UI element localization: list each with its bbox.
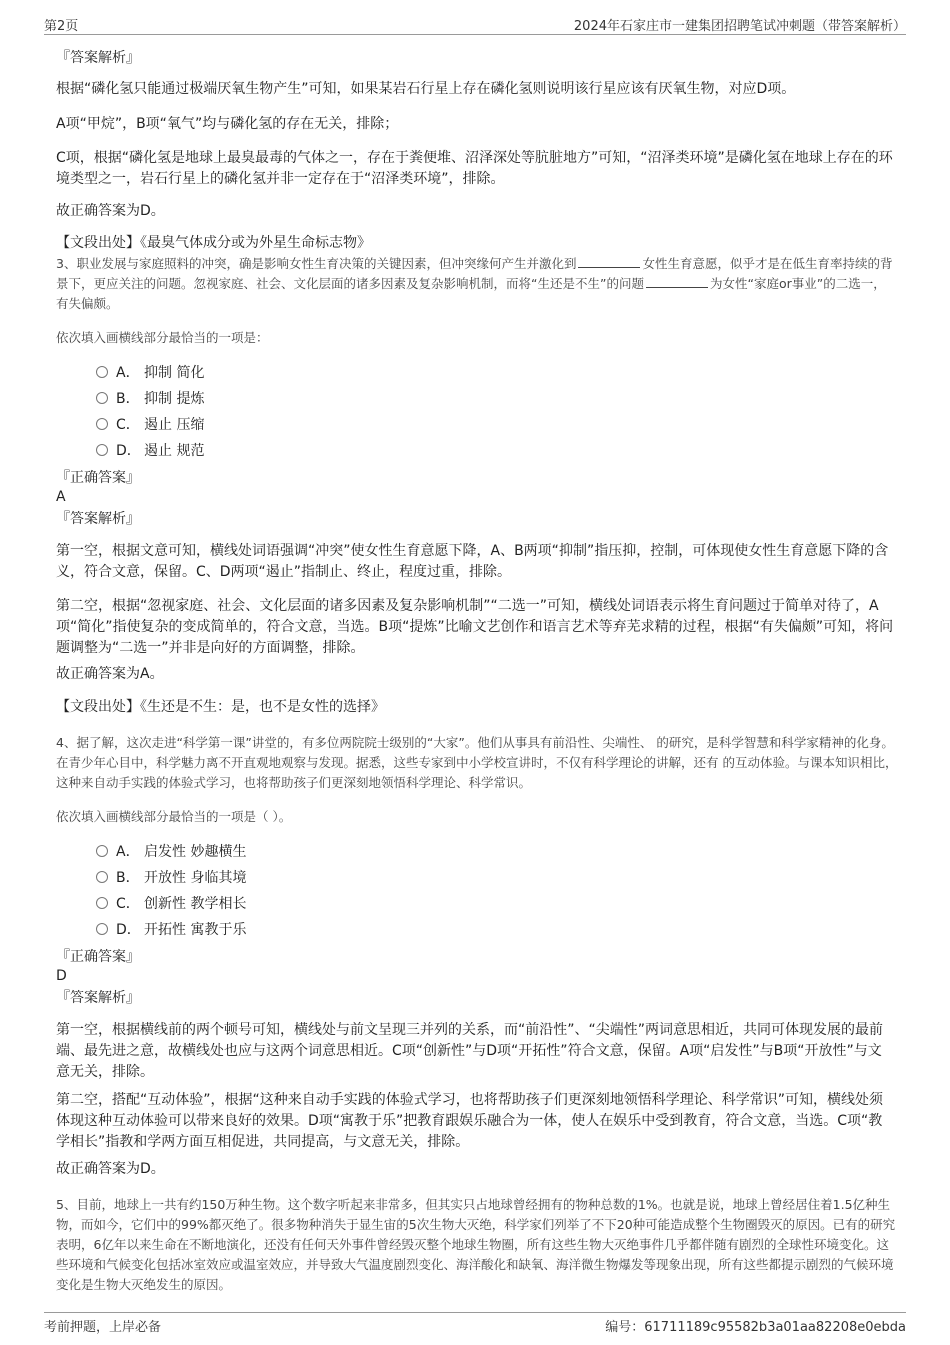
option-b[interactable]: B． 开放性 身临其境 — [96, 868, 246, 888]
option-c[interactable]: C． 遏止 压缩 — [96, 415, 204, 435]
analysis-label: 『答案解析』 — [56, 50, 140, 66]
radio-icon[interactable] — [96, 366, 108, 378]
analysis-label: 『答案解析』 — [56, 511, 140, 527]
radio-icon[interactable] — [96, 845, 108, 857]
analysis-paragraph: C项，根据“磷化氢是地球上最臭最毒的气体之一，存在于粪便堆、沼泽深处等肮脏地方”可知，“沼泽类环境”是磷化氢在地球上存在的环境类型之一，岩石行星上的磷化氢并非一定存在于“沼泽类环境”，排除。 — [56, 150, 893, 187]
analysis-paragraph: 根据“磷化氢只能通过极端厌氧生物产生”可知，如果某岩石行星上存在磷化氢则说明该行星应该有厌氧生物，对应D项。 — [56, 81, 796, 97]
radio-icon[interactable] — [96, 418, 108, 430]
option-b[interactable]: B． 抑制 提炼 — [96, 389, 204, 409]
correct-answer-label: 『正确答案』 — [56, 470, 140, 486]
analysis-paragraph: 第一空，根据文意可知，横线处词语强调“冲突”使女性生育意愿下降，A、B两项“抑制”指压抑，控制，可体现使女性生育意愿下降的含义，符合文意，保留。C、D两项“遏止”指制止、终止，程度过重，排除。 — [56, 543, 889, 580]
source-citation: 【文段出处】《最臭气体成分或为外星生命标志物》 — [56, 235, 371, 251]
question-stem: 3、职业发展与家庭照料的冲突，确是影响女性生育决策的关键因素，但冲突缘何产生并激化到 女性生育意愿，似乎才是在低生育率持续的背景下，更应关注的问题。忽视家庭、社会、文化层面的诸多因素及复杂影响机制，而将“生还是不生”的问题 为女性“家庭or事业”的二选一，有失偏颇。 — [56, 256, 893, 311]
radio-icon[interactable] — [96, 444, 108, 456]
source-citation: 【文段出处】《生还是不生：是，也不是女性的选择》 — [56, 699, 385, 715]
correct-answer-label: 『正确答案』 — [56, 949, 140, 965]
question-prompt: 依次填入画横线部分最恰当的一项是： — [56, 330, 269, 345]
analysis-paragraph: 第二空，搭配“互动体验”，根据“这种来自动手实践的体验式学习，也将帮助孩子们更深刻地领悟科学理论、科学常识”可知，横线处须体现这种互动体验可以带来良好的效果。D项“寓教于乐”把教育跟娱乐融合为一体，使人在娱乐中受到教育，符合文意，当选。C项“教学相长”指教和学两方面互相促进，共同提高，与文意无关，排除。 — [56, 1092, 884, 1150]
analysis-paragraph: 第二空，根据“忽视家庭、社会、文化层面的诸多因素及复杂影响机制”“二选一”可知，横线处词语表示将生育问题过于简单对待了，A项“简化”指使复杂的变成简单的，符合文意，当选。B项“提炼”比喻文艺创作和语言艺术等弃芜求精的过程，根据“有失偏颇”可知，将问题调整为“二选一”并非是向好的方面调整，排除。 — [56, 598, 894, 656]
analysis-conclusion: 故正确答案为A。 — [56, 666, 164, 682]
correct-answer: A — [56, 489, 66, 505]
page-header — [44, 12, 906, 35]
analysis-label: 『答案解析』 — [56, 990, 140, 1006]
document-id: 编号：61711189c95582b3a01aa82208e0ebda — [605, 1320, 906, 1335]
analysis-conclusion: 故正确答案为D。 — [56, 203, 165, 219]
page-number: 第2页 — [44, 19, 79, 34]
footer-slogan: 考前押题，上岸必备 — [44, 1320, 162, 1335]
question-stem: 4、据了解，这次走进“科学第一课”讲堂的，有多位两院院士级别的“大家”。他们从事具有前沿性、尖端性、 的研究，是科学智慧和科学家精神的化身。在青少年心目中，科学魅力离不开直观地观察与发现。据悉，这些专家到中小学校宣讲时，不仅有科学理论的讲解，还有 的互动体验。与课本知识相比，这种来自动手实践的体验式学习，也将帮助孩子们更深刻地领悟科学理论、科学常识。 — [56, 735, 898, 790]
correct-answer: D — [56, 968, 67, 984]
question-prompt: 依次填入画横线部分最恰当的一项是（ ）。 — [56, 809, 292, 824]
analysis-paragraph: A项“甲烷”，B项“氧气”均与磷化氢的存在无关，排除； — [56, 116, 399, 132]
option-a[interactable]: A． 抑制 简化 — [96, 363, 204, 383]
analysis-paragraph: 第一空，根据横线前的两个顿号可知，横线处与前文呈现三并列的关系，而“前沿性”、“尖端性”两词意思相近，共同可体现发展的最前端、最先进之意，故横线处也应与这两个词意思相近。C项“创新性”与D项“开拓性”符合文意，保留。A项“启发性”与B项“开放性”与文意无关，排除。 — [56, 1022, 884, 1080]
radio-icon[interactable] — [96, 923, 108, 935]
option-d[interactable]: D． 开拓性 寓教于乐 — [96, 920, 246, 940]
option-d[interactable]: D． 遏止 规范 — [96, 441, 204, 461]
radio-icon[interactable] — [96, 897, 108, 909]
page-footer — [44, 1312, 906, 1335]
blank-line — [646, 275, 708, 288]
radio-icon[interactable] — [96, 871, 108, 883]
blank-line — [578, 255, 640, 268]
radio-icon[interactable] — [96, 392, 108, 404]
question-stem: 5、目前，地球上一共有约150万种生物。这个数字听起来非常多，但其实只占地球曾经拥有的物种总数的1%。也就是说，地球上曾经居住着1.5亿种生物，而如今，它们中的99%都灭绝了。很多物种消失于显生宙的5次生物大灭绝，科学家们列举了不下20种可能造成整个生物圈毁灭的原因。已有的研究表明，6亿年以来生命在不断地演化，还没有任何天外事件曾经毁灭整个地球生物圈，所有这些生物大灭绝事件几乎都伴随有剧烈的全球性环境变化。这些环境和气候变化包括冰室效应或温室效应，并导致大气温度剧烈变化、海洋酸化和缺氧、海洋微生物爆发等现象出现，所有这些都提示剧烈的气候环境变化是生物大灭绝发生的原因。 — [56, 1197, 896, 1292]
option-c[interactable]: C． 创新性 教学相长 — [96, 894, 246, 914]
document-title: 2024年石家庄市一建集团招聘笔试冲刺题（带答案解析） — [573, 19, 906, 34]
option-a[interactable]: A． 启发性 妙趣横生 — [96, 842, 246, 862]
analysis-conclusion: 故正确答案为D。 — [56, 1161, 165, 1177]
